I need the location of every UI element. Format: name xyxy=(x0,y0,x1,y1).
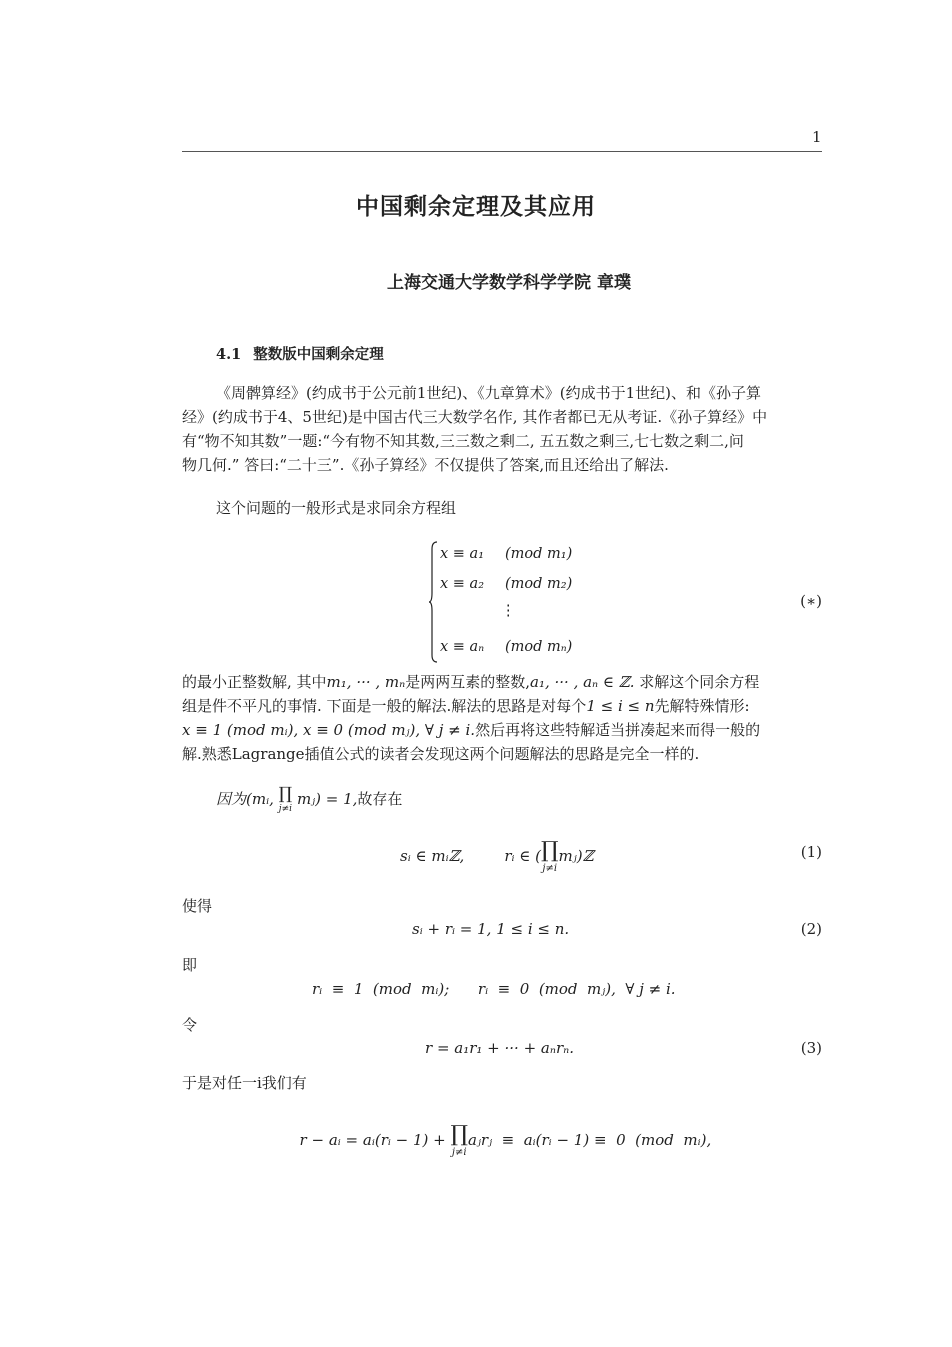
text: 组是件不平凡的事情. 下面是一般的解法.解法的思路是对每个 xyxy=(182,697,587,715)
header-rule xyxy=(182,151,822,152)
paragraph-coprime xyxy=(216,786,856,814)
congruence-system xyxy=(428,541,578,663)
equation-tag-3: (3) xyxy=(800,1039,822,1057)
paragraph-line xyxy=(182,670,822,694)
math-inline: 因为(mᵢ, xyxy=(216,790,279,808)
label-ji: 即 xyxy=(182,956,198,974)
math-inline: r − aᵢ = aᵢ(rᵢ − 1) + xyxy=(299,1131,451,1149)
equation-tag-star: (∗) xyxy=(800,592,822,610)
text: 故存在 xyxy=(357,790,403,808)
paragraph-line: 经》(约成书于4、5世纪)是中国古代三大数学名作, 其作者都已无从考证.《孙子算经》中 xyxy=(182,408,768,426)
paragraph-problem: 这个问题的一般形式是求同余方程组 xyxy=(216,499,457,517)
product-sign: ∏ xyxy=(450,1122,469,1147)
system-lhs: x ≡ a₁ xyxy=(440,546,485,562)
product-subscript: j≠i xyxy=(542,863,558,874)
product-symbol xyxy=(541,840,559,874)
label-shide: 使得 xyxy=(182,897,213,915)
system-mod: (mod mₙ) xyxy=(505,639,573,655)
label-yushi: 于是对任一i我们有 xyxy=(182,1074,307,1092)
paragraph-line: 物几何.” 答曰:“二十三”.《孙子算经》不仅提供了答案,而且还给出了解法. xyxy=(182,456,669,474)
math-inline: mⱼ)ℤ xyxy=(558,847,594,865)
equation-1 xyxy=(400,840,594,874)
math-inline: aⱼrⱼ ≡ aᵢ(rᵢ − 1) ≡ 0 (mod mᵢ), xyxy=(468,1131,712,1149)
text: 然后再将这些特解适当拼凑起来而得一般的 xyxy=(475,721,761,739)
section-number: 4.1 xyxy=(216,346,242,363)
math-inline: rᵢ ∈ ( xyxy=(504,847,542,865)
math-inline: mⱼ) = 1, xyxy=(292,790,358,808)
text: 求解这个同余方程 xyxy=(634,673,760,691)
equation-tag-2: (2) xyxy=(800,920,822,938)
product-symbol xyxy=(279,786,293,814)
math-inline: a₁, ··· , aₙ ∈ ℤ. xyxy=(530,673,635,691)
paragraph-intro xyxy=(182,381,822,477)
paper-title: 中国剩余定理及其应用 xyxy=(356,194,596,220)
system-mod: (mod m₁) xyxy=(505,546,573,562)
product-sign: ∏ xyxy=(278,784,293,804)
system-vdots: ⋮ xyxy=(501,603,516,619)
system-mod: (mod m₂) xyxy=(505,576,573,592)
product-subscript: j≠i xyxy=(278,804,293,814)
paragraph-line: 《周髀算经》(约成书于公元前1世纪)、《九章算术》(约成书于1世纪)、和《孙子算 xyxy=(216,384,761,402)
equation-final xyxy=(290,1106,711,1158)
equation-ji: rᵢ ≡ 1 (mod mᵢ); rᵢ ≡ 0 (mod mⱼ), ∀ j ≠ i. xyxy=(312,980,676,998)
math-inline: 1 ≤ i ≤ n xyxy=(586,697,655,715)
system-row-2 xyxy=(440,576,573,592)
text: 是两两互素的整数, xyxy=(405,673,531,691)
system-row-n xyxy=(440,639,573,655)
section-title: 整数版中国剩余定理 xyxy=(253,347,384,363)
text: 的最小正整数解, 其中 xyxy=(182,673,327,691)
label-ling: 令 xyxy=(182,1016,198,1034)
paragraph-line xyxy=(182,718,822,742)
math-inline: x ≡ 1 (mod mᵢ), x ≡ 0 (mod mⱼ), ∀ j ≠ i. xyxy=(182,721,476,739)
system-lhs: x ≡ aₙ xyxy=(440,639,485,655)
system-row-1 xyxy=(440,546,573,562)
left-brace xyxy=(428,541,438,663)
paragraph-line xyxy=(182,694,822,718)
page-number: 1 xyxy=(812,128,822,146)
product-subscript: j≠i xyxy=(451,1147,467,1158)
section-heading xyxy=(216,343,384,364)
text: 先解特殊情形: xyxy=(654,697,750,715)
product-symbol xyxy=(451,1124,469,1158)
equation-2: sᵢ + rᵢ = 1, 1 ≤ i ≤ n. xyxy=(412,920,570,938)
author-line: 上海交通大学数学科学学院 章璞 xyxy=(387,273,631,293)
product-sign: ∏ xyxy=(541,838,559,863)
math-inline: sᵢ ∈ mᵢℤ, xyxy=(400,847,465,865)
paragraph-line: 解.熟悉Lagrange插值公式的读者会发现这两个问题解法的思路是完全一样的. xyxy=(182,745,700,763)
equation-tag-1: (1) xyxy=(800,843,822,861)
system-lhs: x ≡ a₂ xyxy=(440,576,485,592)
equation-3: r = a₁r₁ + ··· + aₙrₙ. xyxy=(425,1039,574,1057)
paragraph-general-solution xyxy=(182,670,822,766)
paragraph-line: 有“物不知其数”一题:“今有物不知其数,三三数之剩二, 五五数之剩三,七七数之剩二,问 xyxy=(182,432,744,450)
math-inline: m₁, ··· , mₙ xyxy=(326,673,406,691)
